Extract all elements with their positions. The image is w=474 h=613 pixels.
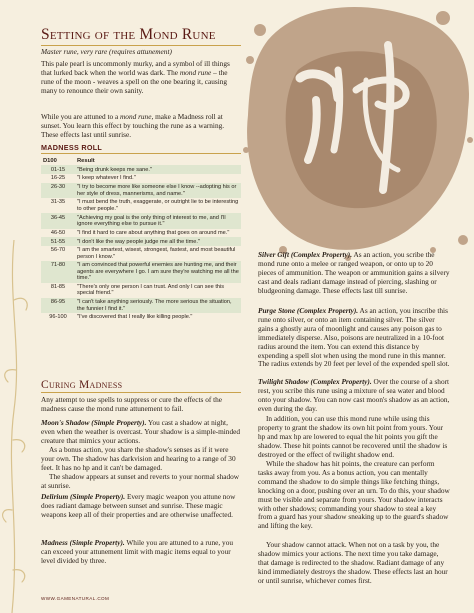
silver-gift-text: As an action, you scribe the mond rune onto a melee or ranged weapon, or onto up to 20 pieces of ammunition. The weapon or ammunition gains a silvery cast and deals radiant damage instead of piercing, slashing or bludgeoning damage. These effects last till sunrise. (258, 250, 450, 295)
table-cell-roll: 81-85 (50, 284, 66, 291)
table-header-result: Result (77, 158, 95, 164)
intro-paragraph (41, 60, 241, 96)
table-cell-roll: 96-100 (49, 314, 67, 321)
delirium-title: Delirium (Simple Property). (41, 492, 126, 501)
table-cell-roll: 36-45 (41, 213, 75, 228)
table-row (41, 246, 241, 261)
purge-stone-title: Purge Stone (Complex Property). (258, 306, 359, 315)
intro-text-b: – the rune of the moon - weaves a spell on the one bearing it, causing many to renounce their own sanity. (41, 67, 228, 95)
table-cell-result: "I keep whatever I find." (77, 175, 136, 182)
madness-roll-divider (41, 153, 241, 154)
table-cell-roll: 46-50 (50, 229, 66, 236)
table-row (41, 213, 241, 228)
table-cell-roll: 56-70 (50, 247, 66, 254)
table-cell-result: "Achieving my goal is the only thing of interest to me, and I'll ignore everything else to pursue it." (75, 213, 241, 228)
madness-table (41, 157, 241, 322)
twilight-shadow-entry (258, 378, 450, 414)
table-header-die: D100 (43, 158, 57, 164)
table-cell-roll: 31-35 (50, 199, 66, 206)
table-row (41, 283, 241, 298)
delirium-text: Every magic weapon you attune now does radiant damage between sunset and sunrise. These magic weapons keep all of their properties and are otherwise unaffected. (41, 492, 236, 519)
website-footer: WWW.GAMENATURAL.COM (41, 596, 110, 601)
attune-rune-name: mond rune (120, 112, 152, 121)
table-row (41, 229, 241, 238)
table-cell-roll: 16-25 (50, 175, 66, 182)
silver-gift-entry (258, 251, 450, 296)
table-cell-roll: 51-55 (41, 237, 75, 246)
rune-splatter-illustration (238, 0, 474, 262)
intro-text-a: This pale pearl is uncommonly murky, and a symbol of ill things that lurked back when the world was dark. The (41, 59, 230, 77)
table-cell-roll: 71-80 (41, 261, 75, 283)
table-cell-roll: 86-95 (41, 298, 75, 313)
twilight-shadow-p4: Your shadow cannot attack. When not on a task by you, the shadow mimics your actions. The next time you take damage, that damage is redirected to the shadow. Radiant damage of any kind immediately destroys the shadow. These effects last an hour or until sunrise, whichever comes first. (258, 540, 448, 585)
madness-property-text: While you are attuned to a rune, you can exceed your attunement limit with magic items equal to your level divided by three. (41, 538, 233, 565)
table-cell-result: "I am the smartest, wisest, strongest, fastest, and most beautiful person I know." (77, 247, 236, 260)
purge-stone-text: As an action, you inscribe this rune onto silver, or onto an item containing silver. The silver gains a ghostly aura of moonlight and causes any poison gas to immediately disperse. Also, poisons are neutralized in a 10-foot radius around the item. You can extend this distance by expending a spell slot when using the mond rune in this manner. The radius extends by 20 feet per level of the expended spell slot. (258, 306, 450, 369)
twilight-shadow-title: Twilight Shadow (Complex Property). (258, 377, 372, 386)
attune-text-a: While you are attuned to a (41, 112, 121, 121)
table-row (41, 174, 241, 183)
madness-property-entry (41, 539, 241, 566)
moons-shadow-title: Moon's Shadow (Simple Property). (41, 418, 147, 427)
table-cell-result: "I am convinced that powerful enemies are hunting me, and their agents are everywhere I go. I am sure they're watching me all the time." (75, 261, 241, 283)
silver-gift-title: Silver Gift (Complex Property). (258, 250, 353, 259)
table-cell-result: "I try to become more like someone else I know --adopting his or her style of dress, mannerisms, and name." (75, 183, 241, 198)
moons-shadow-p2: As a bonus action, you share the shadow's senses as if it were your own. The shadow has darkvision and hearing to a range of 30 feet. It has no hp and it can't be damaged. (41, 445, 236, 472)
madness-roll-heading: MADNESS ROLL (41, 143, 103, 152)
table-row (41, 183, 241, 198)
attune-text-b: , make a Madness roll at sunset. You learn this effect by touching the rune as a warning. These effects last until sunrise. (41, 112, 225, 139)
table-cell-result: "There's only one person I can trust. And only I can see this special friend." (77, 284, 225, 297)
table-row (41, 165, 241, 174)
table-row (41, 237, 241, 246)
purge-stone-entry (258, 307, 450, 369)
moons-shadow-entry (41, 419, 241, 446)
intro-rune-name: mond rune (179, 67, 212, 77)
table-row (41, 261, 241, 283)
table-cell-result: "I must bend the truth, exaggerate, or outright lie to be interesting to other people." (77, 199, 239, 212)
twilight-shadow-text: Over the course of a short rest, you scribe this rune using a mixture of sea water and blood onto your shadow. You can now cast moon's shadow as an action, even during the day. (258, 377, 450, 413)
madness-property-title: Madness (Simple Property). (41, 538, 125, 547)
curing-madness-divider (41, 392, 241, 393)
item-subtitle: Master rune, very rare (requires attunement) (41, 47, 172, 56)
table-row (41, 298, 241, 313)
moons-shadow-text: You cast a shadow at night, even when the weather is overcast. Your shadow is a simple-minded creature that mimics your actions. (41, 418, 240, 445)
delirium-entry (41, 493, 241, 520)
table-row (41, 198, 241, 213)
table-cell-roll: 26-30 (41, 183, 75, 198)
table-cell-result: "I can't take anything seriously. The more serious the situation, the funnier I find it." (75, 298, 241, 313)
attune-paragraph (41, 113, 241, 140)
table-row (41, 313, 241, 322)
table-cell-result: "I find it hard to care about anything that goes on around me." (77, 229, 230, 236)
page-title: Setting of the Mond Rune (41, 26, 216, 43)
moons-shadow-p3: The shadow appears at sunset and reverts to your normal shadow at sunrise. (41, 472, 240, 490)
table-cell-result: "I don't like the way people judge me all the time." (75, 237, 241, 246)
curing-madness-heading: Curing Madness (41, 379, 123, 391)
twilight-shadow-p2: In addition, you can use this mond rune while using this property to grant the shadow its own hit point from yours. Your hp and max hp are lowered to equal the hit points you gift the shadow. These hit points cannot be recovered until the shadow is destroyed or the effect of twilight shadow end. (258, 414, 448, 459)
table-cell-result: "Being drunk keeps me sane." (75, 165, 241, 174)
curing-madness-text: Any attempt to use spells to suppress or cure the effects of the madness cause the mond rune attunement to fail. (41, 395, 223, 413)
twilight-shadow-p3: While the shadow has hit points, the creature can perform tasks away from you. As a bonus action, you can mentally command the shadow to do simple things like fetching things, knocking on a door, pushing over an urn. To do this, your shadow must be visible and separate from yours. Your shadow interacts with other shadows; commanding your shadow to steal a key from a guard has your shadow sneaking up to the guard's shadow and lifting the key. (258, 459, 450, 531)
title-divider (41, 45, 241, 46)
table-cell-result: "I've discovered that I really like killing people." (77, 314, 193, 321)
vine-decoration (0, 240, 40, 613)
table-cell-roll: 01-15 (41, 165, 75, 174)
